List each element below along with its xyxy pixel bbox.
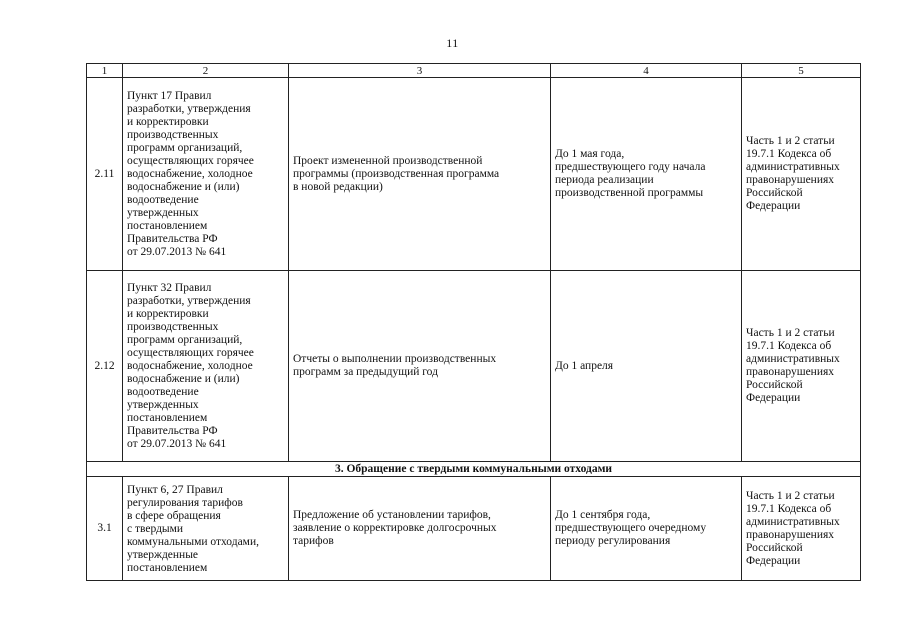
deadline-cell (551, 477, 742, 581)
table-row (87, 477, 861, 581)
column-header-1: 1 (87, 64, 123, 78)
row-number: 2.12 (87, 271, 123, 462)
section-title: 3. Обращение с твердыми коммунальными отходами (87, 462, 861, 477)
deadline-text: До 1 апреля (555, 359, 614, 372)
document-text: Предложение об установлении тарифов, заявление о корректировке долгосрочных тарифов (293, 509, 497, 547)
liability-text: Часть 1 и 2 статьи 19.7.1 Кодекса об административных правонарушениях Российской Федерации (746, 327, 840, 404)
legal-basis-cell (123, 477, 289, 581)
obligations-table (86, 63, 861, 581)
document-cell (289, 271, 551, 462)
column-number-row (87, 64, 861, 78)
column-header-3: 3 (289, 64, 551, 78)
liability-cell (742, 78, 861, 271)
page-number: 11 (446, 36, 459, 50)
document-text: Отчеты о выполнении производственных программ за предыдущий год (293, 353, 497, 378)
section-header-row (87, 462, 861, 477)
column-header-5: 5 (742, 64, 861, 78)
legal-basis-cell (123, 271, 289, 462)
column-header-2: 2 (123, 64, 289, 78)
table-row (87, 271, 861, 462)
legal-basis-text: Пункт 6, 27 Правил регулирования тарифов в сфере обращения с твердыми коммунальными отходами, утвержденные постановлением (127, 483, 259, 574)
legal-basis-cell (123, 78, 289, 271)
deadline-text: До 1 мая года, предшествующего году начала периода реализации производственной программы (555, 148, 706, 199)
liability-text: Часть 1 и 2 статьи 19.7.1 Кодекса об административных правонарушениях Российской Федерации (746, 489, 840, 567)
deadline-text: До 1 сентября года, предшествующего очередному периоду регулирования (555, 509, 707, 547)
table-row (87, 78, 861, 271)
row-number: 3.1 (87, 477, 123, 581)
document-cell (289, 477, 551, 581)
document-text: Проект измененной производственной программы (производственная программа в новой редакции) (293, 154, 500, 193)
deadline-cell (551, 78, 742, 271)
liability-cell (742, 477, 861, 581)
legal-basis-text: Пункт 17 Правил разработки, утверждения и корректировки производственных программ организаций, осуществляющих горячее водоснабжение, холодное водоснабжение и (или) водоотведение утвержденных постановлением Правительства РФ от 29.07.2013 № 641 (127, 90, 254, 258)
column-header-4: 4 (551, 64, 742, 78)
document-cell (289, 78, 551, 271)
deadline-cell (551, 271, 742, 462)
legal-basis-text: Пункт 32 Правил разработки, утверждения и корректировки производственных программ организаций, осуществляющих горячее водоснабжение, холодное водоснабжение и (или) водоотведение утвержденных постановлением Правительства РФ от 29.07.2013 № 641 (127, 282, 254, 450)
liability-text: Часть 1 и 2 статьи 19.7.1 Кодекса об административных правонарушениях Российской Федерации (746, 135, 840, 212)
row-number: 2.11 (87, 78, 123, 271)
liability-cell (742, 271, 861, 462)
